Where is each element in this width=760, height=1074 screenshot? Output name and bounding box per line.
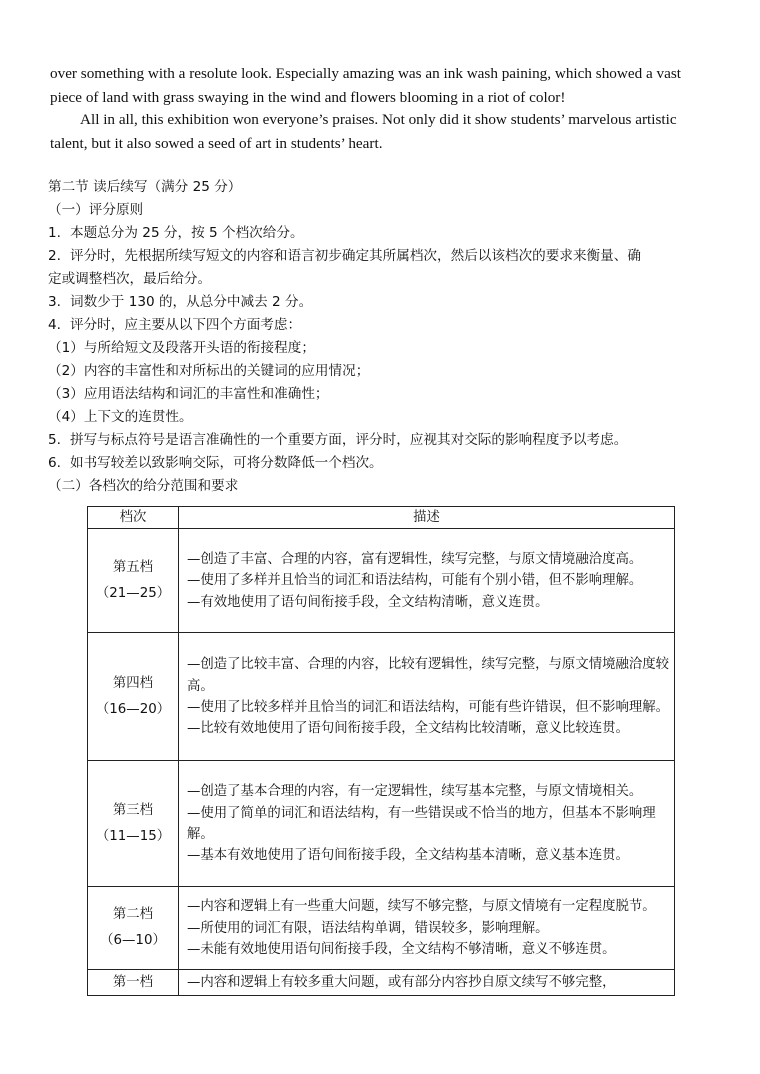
rule-number: 1. bbox=[48, 225, 61, 241]
rule-item bbox=[48, 314, 718, 337]
table-header-row bbox=[88, 507, 675, 529]
english-paragraph-2 bbox=[50, 108, 711, 156]
rule-text: 词数少于 130 的，从总分中减去 2 分。 bbox=[70, 294, 313, 310]
section-title: 第二节 读后续写（满分 25 分） bbox=[48, 179, 242, 195]
english-line: talent, but it also sowed a seed of art in students’ heart. bbox=[50, 135, 383, 152]
level-name: 第五档 bbox=[112, 559, 154, 575]
description-cell bbox=[179, 761, 675, 887]
level-name: 第四档 bbox=[112, 675, 154, 691]
rubric-table bbox=[87, 506, 675, 996]
rule-text: 本题总分为 25 分，按 5 个档次给分。 bbox=[70, 225, 304, 241]
description-item: —使用了简单的词汇和语法结构，有一些错误或不恰当的地方，但基本不影响理解。 bbox=[187, 805, 656, 842]
level-cell bbox=[88, 761, 179, 887]
description-cell bbox=[179, 633, 675, 761]
rule-number: 2. bbox=[48, 248, 61, 264]
part1-title: （一）评分原则 bbox=[48, 202, 144, 218]
level-range: （21—25） bbox=[95, 585, 171, 601]
description-item: —使用了比较多样并且恰当的词汇和语法结构，可能有些许错误，但不影响理解。 bbox=[187, 699, 670, 715]
description-item: —创造了丰富、合理的内容，富有逻辑性，续写完整，与原文情境融洽度高。 bbox=[187, 551, 643, 567]
description-item: —创造了比较丰富、合理的内容，比较有逻辑性，续写完整，与原文情境融洽度较高。 bbox=[187, 657, 670, 694]
consideration-item: （1）与所给短文及段落开头语的衔接程度； bbox=[48, 340, 315, 356]
rule-number: 6. bbox=[48, 455, 61, 471]
part2-title: （二）各档次的给分范围和要求 bbox=[48, 478, 239, 494]
description-item: —创造了基本合理的内容，有一定逻辑性，续写基本完整，与原文情境相关。 bbox=[187, 784, 643, 800]
description-item: —有效地使用了语句间衔接手段，全文结构清晰，意义连贯。 bbox=[187, 594, 549, 610]
header-description: 描述 bbox=[179, 507, 675, 529]
level-range: （16—20） bbox=[95, 701, 171, 717]
rule-text: 评分时，先根据所续写短文的内容和语言初步确定其所属档次，然后以该档次的要求来衡量、确 bbox=[70, 248, 641, 264]
description-item: —内容和逻辑上有一些重大问题，续写不够完整，与原文情境有一定程度脱节。 bbox=[187, 899, 656, 915]
description-item: —内容和逻辑上有较多重大问题，或有部分内容抄自原文续写不够完整， bbox=[187, 975, 616, 991]
rule-item bbox=[48, 429, 718, 452]
level-cell bbox=[88, 970, 179, 996]
rule-text: 评分时，应主要从以下四个方面考虑： bbox=[70, 317, 302, 333]
rule-item bbox=[48, 452, 718, 475]
level-name: 第二档 bbox=[112, 907, 154, 923]
level-range: （6—10） bbox=[100, 933, 166, 949]
rule-item bbox=[48, 291, 718, 314]
rule-item bbox=[48, 222, 718, 245]
description-item: —所使用的词汇有限，语法结构单调，错误较多，影响理解。 bbox=[187, 920, 549, 936]
level-cell bbox=[88, 529, 179, 633]
consideration-item: （4）上下文的连贯性。 bbox=[48, 409, 193, 425]
rule-item bbox=[48, 245, 718, 268]
english-line: over something with a resolute look. Especially amazing was an ink wash paining, which showed a vast bbox=[50, 65, 681, 82]
description-item: —比较有效地使用了语句间衔接手段，全文结构比较清晰，意义比较连贯。 bbox=[187, 721, 629, 737]
consideration-item: （2）内容的丰富性和对所标出的关键词的应用情况； bbox=[48, 363, 370, 379]
rule-number: 4. bbox=[48, 317, 61, 333]
description-cell bbox=[179, 970, 675, 996]
header-level: 档次 bbox=[88, 507, 179, 529]
table-row bbox=[88, 529, 675, 633]
rule-text: 拼写与标点符号是语言准确性的一个重要方面，评分时，应视其对交际的影响程度予以考虑。 bbox=[70, 432, 628, 448]
rule-text: 如书写较差以致影响交际，可将分数降低一个档次。 bbox=[70, 455, 383, 471]
level-cell bbox=[88, 887, 179, 970]
level-cell bbox=[88, 633, 179, 761]
consideration-item: （3）应用语法结构和词汇的丰富性和准确性； bbox=[48, 386, 329, 402]
english-paragraph-1 bbox=[50, 62, 711, 110]
description-item: —使用了多样并且恰当的词汇和语法结构，可能有个别小错，但不影响理解。 bbox=[187, 573, 643, 589]
description-cell bbox=[179, 529, 675, 633]
english-line: All in all, this exhibition won everyone’s praises. Not only did it show students’ marvelous artistic bbox=[80, 111, 677, 128]
level-name: 第一档 bbox=[112, 975, 154, 991]
level-name: 第三档 bbox=[112, 802, 154, 818]
rule-number: 3. bbox=[48, 294, 61, 310]
description-item: —未能有效地使用语句间衔接手段，全文结构不够清晰，意义不够连贯。 bbox=[187, 942, 616, 958]
table-row bbox=[88, 970, 675, 996]
rule-number: 5. bbox=[48, 432, 61, 448]
table-row bbox=[88, 633, 675, 761]
table-row bbox=[88, 761, 675, 887]
rule-continuation: 定或调整档次，最后给分。 bbox=[48, 271, 212, 287]
level-range: （11—15） bbox=[95, 828, 171, 844]
description-cell bbox=[179, 887, 675, 970]
description-item: —基本有效地使用了语句间衔接手段，全文结构基本清晰，意义基本连贯。 bbox=[187, 848, 629, 864]
english-line: piece of land with grass swaying in the wind and flowers blooming in a riot of color! bbox=[50, 89, 566, 106]
table-row bbox=[88, 887, 675, 970]
